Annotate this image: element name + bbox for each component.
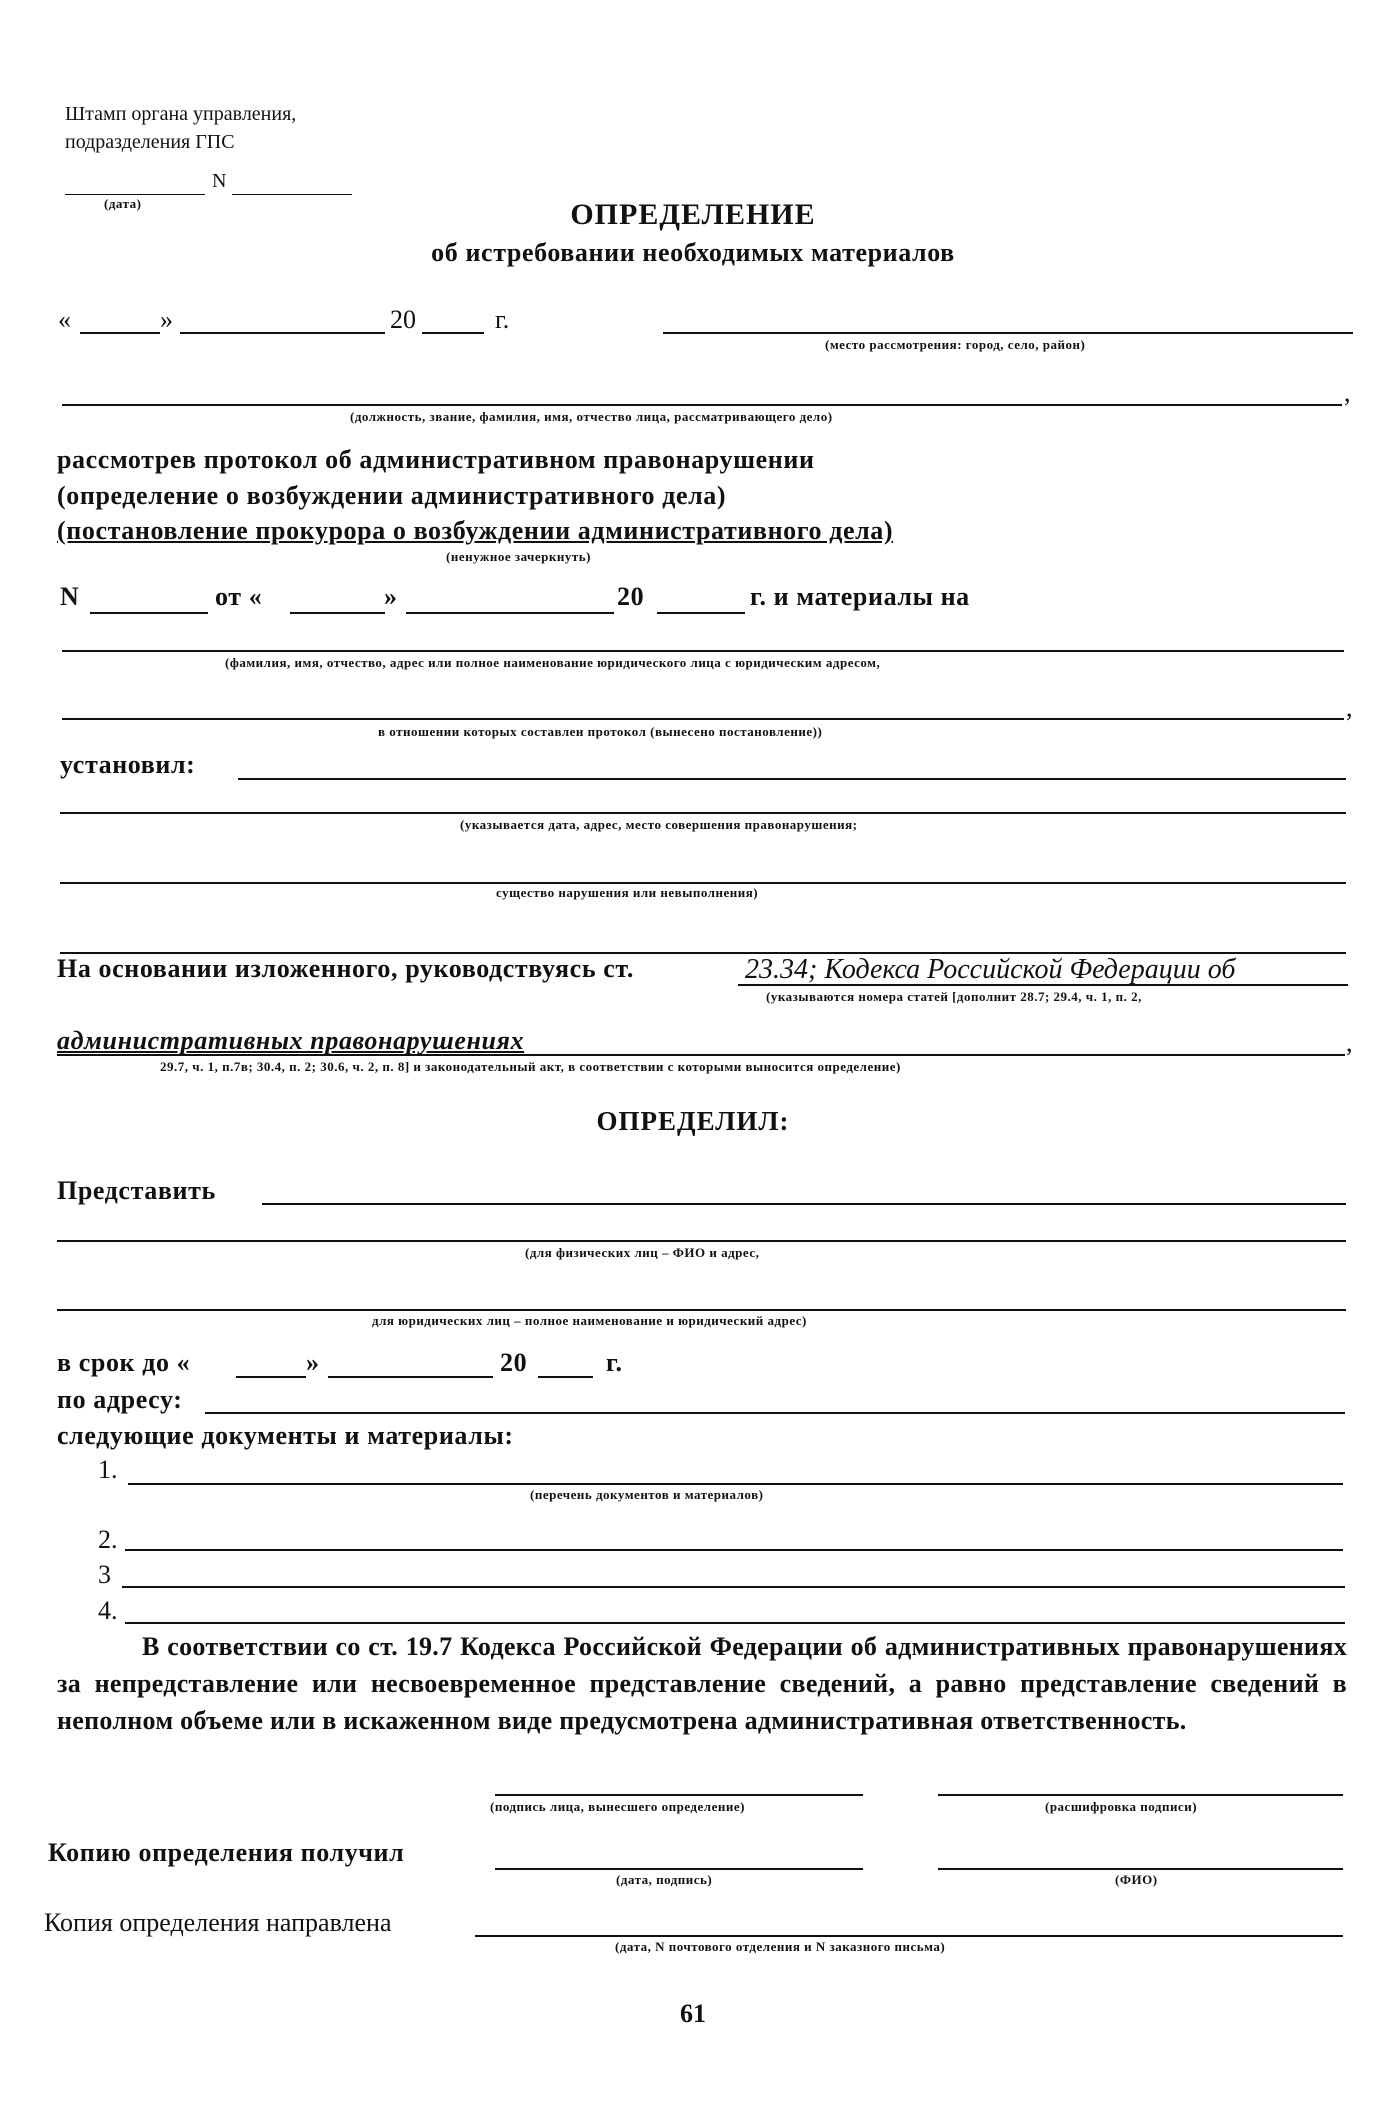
basis-text: На основании изложенного, руководствуясь ст.: [57, 954, 634, 983]
established-caption-1: (указывается дата, адрес, место совершения правонарушения;: [460, 817, 858, 832]
decode-field[interactable]: [938, 1794, 1343, 1796]
deadline-year-field[interactable]: [538, 1376, 593, 1378]
official-field[interactable]: [62, 404, 1342, 406]
number-from: от «: [215, 582, 263, 611]
date-open-quote: «: [58, 305, 71, 334]
document-field-3[interactable]: [122, 1586, 1345, 1588]
person-caption: (фамилия, имя, отчество, адрес или полное наименование юридического лица с юридическим адресом,: [225, 655, 881, 670]
considered-line-3: (постановление прокурора о возбуждении административного дела): [57, 516, 894, 545]
document-field-4[interactable]: [125, 1622, 1345, 1624]
present-caption-2: для юридических лиц – полное наименование и юридический адрес): [372, 1313, 807, 1328]
stamp-line-2: подразделения ГПС: [65, 131, 235, 153]
number-year-field[interactable]: [657, 612, 745, 614]
stamp-date-line: [65, 194, 205, 195]
present-field-1[interactable]: [262, 1203, 1346, 1205]
date-month-field[interactable]: [180, 332, 385, 334]
person-field-1[interactable]: [62, 650, 1344, 652]
copy-received-label: Копию определения получил: [48, 1838, 405, 1867]
basis-articles[interactable]: 23.34; Кодекса Российской Федерации об: [745, 954, 1236, 985]
established-caption-2: существо нарушения или невыполнения): [496, 885, 759, 900]
stamp-number-sign: N: [212, 170, 227, 192]
official-caption: (должность, звание, фамилия, имя, отчество лица, рассматривающего дело): [350, 409, 833, 424]
document-title: ОПРЕДЕЛЕНИЕ: [570, 198, 816, 231]
established-field-2[interactable]: [60, 812, 1346, 814]
person-field-2[interactable]: [62, 718, 1344, 720]
established-field-3[interactable]: [60, 882, 1346, 884]
date-close-quote: »: [160, 305, 173, 334]
basis-comma: ,: [1346, 1028, 1353, 1057]
documents-label: следующие документы и материалы:: [57, 1421, 514, 1450]
copy-sent-caption: (дата, N почтового отделения и N заказного письма): [615, 1939, 946, 1954]
documents-caption: (перечень документов и материалов): [530, 1487, 764, 1502]
present-field-3[interactable]: [57, 1309, 1346, 1311]
number-tail: г. и материалы на: [750, 582, 970, 611]
strike-caption: (ненужное зачеркнуть): [446, 549, 591, 564]
date-year-field[interactable]: [422, 332, 484, 334]
date-year-prefix: 20: [390, 305, 416, 334]
present-caption-1: (для физических лиц – ФИО и адрес,: [525, 1245, 760, 1260]
basis-field-2[interactable]: [57, 1054, 1345, 1056]
number-field[interactable]: [90, 612, 208, 614]
established-field-1[interactable]: [238, 778, 1346, 780]
number-sign: N: [60, 582, 80, 611]
document-field-1[interactable]: [128, 1483, 1343, 1485]
page-number: 61: [680, 1999, 706, 2028]
deadline-prefix: в срок до «: [57, 1348, 191, 1377]
stamp-number-line: [232, 194, 352, 195]
considered-line-1: рассмотрев протокол об административном правонарушении: [57, 445, 815, 474]
date-day-field[interactable]: [80, 332, 160, 334]
deadline-close-quote: »: [306, 1348, 320, 1377]
signature-field[interactable]: [495, 1794, 863, 1796]
protocol-caption: в отношении которых составлен протокол (вынесено постановление)): [378, 724, 823, 739]
considered-line-2: (определение о возбуждении административного дела): [57, 481, 727, 510]
document-item-4: 4.: [98, 1596, 118, 1625]
document-item-2: 2.: [98, 1525, 118, 1554]
address-label: по адресу:: [57, 1385, 183, 1414]
copy-sent-label: Копия определения направлена: [44, 1908, 392, 1937]
deadline-suffix: г.: [606, 1348, 623, 1377]
official-comma: ,: [1344, 378, 1351, 407]
decode-caption: (расшифровка подписи): [1045, 1799, 1198, 1814]
present-label: Представить: [57, 1176, 216, 1205]
stamp-line-1: Штамп органа управления,: [65, 103, 297, 125]
date-year-suffix: г.: [495, 305, 510, 334]
stamp-date-caption: (дата): [104, 196, 142, 211]
number-month-field[interactable]: [406, 612, 614, 614]
established-label: установил:: [60, 750, 196, 779]
document-item-3: 3: [98, 1560, 111, 1589]
deadline-year: 20: [500, 1348, 528, 1377]
deadline-day-field[interactable]: [236, 1376, 306, 1378]
copy-received-date-caption: (дата, подпись): [616, 1872, 713, 1887]
basis-caption-2: 29.7, ч. 1, п.7в; 30.4, п. 2; 30.6, ч. 2, п. 8] и законодательный акт, в соответствии с которыми выносится определение): [160, 1059, 901, 1074]
basis-code[interactable]: административных правонарушениях: [57, 1026, 525, 1055]
person-comma: ,: [1346, 693, 1353, 722]
place-caption: (место рассмотрения: город, село, район): [825, 337, 1086, 352]
address-field[interactable]: [205, 1412, 1345, 1414]
copy-received-date-field[interactable]: [495, 1868, 863, 1870]
copy-sent-field[interactable]: [475, 1935, 1343, 1937]
basis-caption-1: (указываются номера статей [дополнит 28.7; 29.4, ч. 1, п. 2,: [766, 989, 1142, 1004]
number-day-field[interactable]: [290, 612, 385, 614]
document-subtitle: об истребовании необходимых материалов: [431, 238, 955, 267]
decided-heading: ОПРЕДЕЛИЛ:: [596, 1106, 790, 1136]
liability-paragraph: В соответствии со ст. 19.7 Кодекса Российской Федерации об административных правонарушениях за непредставление или несвоевременное представление сведений, а равно представление сведений в неполном объеме или в искаженном виде предусмотрена административная ответственность.: [57, 1632, 1347, 1735]
document-item-1: 1.: [98, 1455, 118, 1484]
copy-received-fio-field[interactable]: [938, 1868, 1343, 1870]
number-year: 20: [617, 582, 645, 611]
document-field-2[interactable]: [125, 1549, 1343, 1551]
place-field[interactable]: [663, 332, 1353, 334]
signature-caption: (подпись лица, вынесшего определение): [490, 1799, 745, 1814]
deadline-month-field[interactable]: [328, 1376, 493, 1378]
copy-received-fio-caption: (ФИО): [1115, 1872, 1158, 1887]
present-field-2[interactable]: [57, 1240, 1346, 1242]
number-close-quote: »: [384, 582, 398, 611]
basis-field-1[interactable]: [738, 984, 1348, 986]
